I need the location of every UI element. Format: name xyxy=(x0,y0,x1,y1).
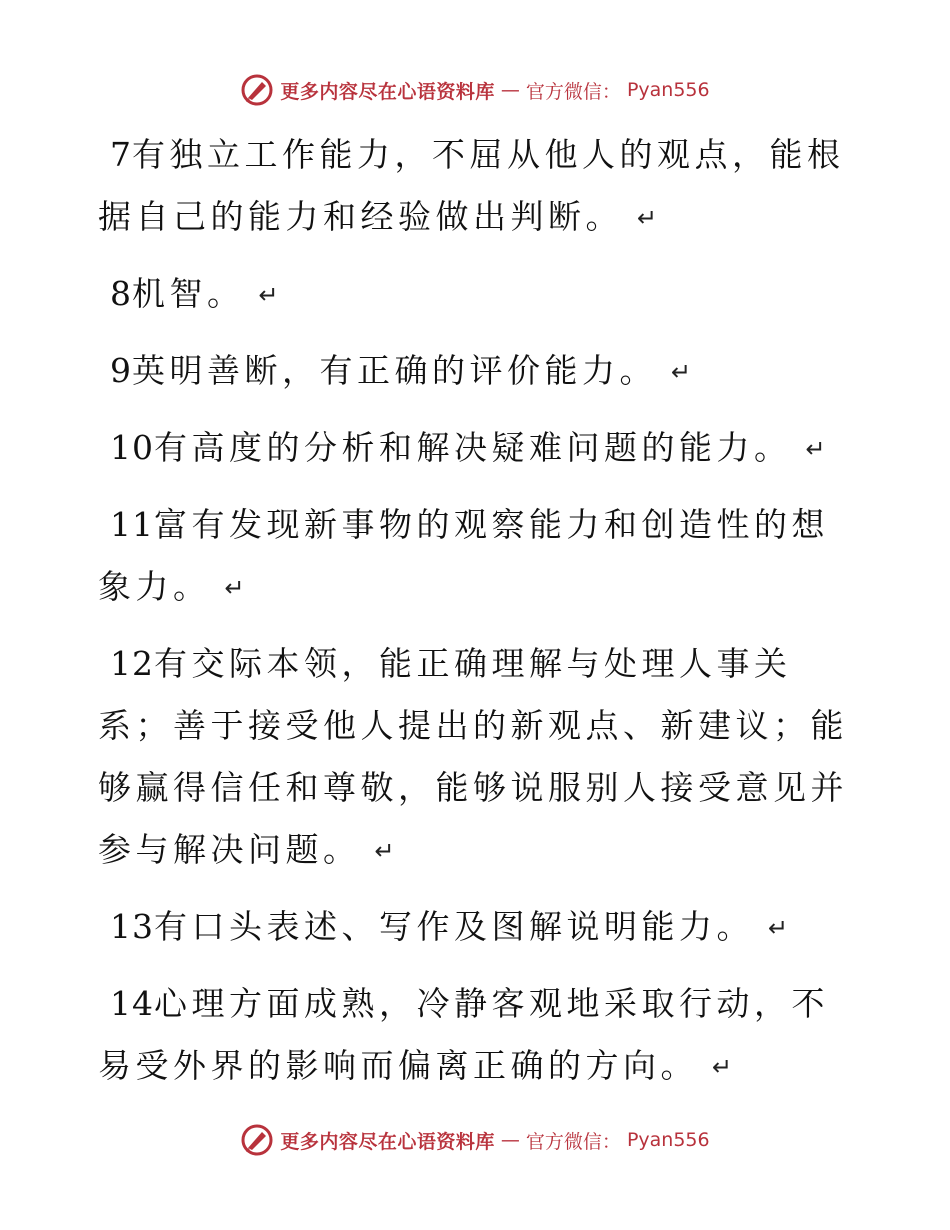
item-text: 有口头表述、写作及图解说明能力。 xyxy=(154,907,754,946)
footer-banner xyxy=(0,1124,950,1156)
list-item xyxy=(98,633,850,882)
list-item xyxy=(98,263,850,326)
list-item xyxy=(98,417,850,480)
item-number: 9 xyxy=(110,351,132,390)
item-number: 12 xyxy=(110,644,154,683)
item-text: 有独立工作能力，不屈从他人的观点，能根据自己的能力和经验做出判断。 xyxy=(98,135,845,236)
footer-wechat-label: 官方微信： xyxy=(525,1130,621,1153)
list-item xyxy=(98,973,850,1098)
item-number: 10 xyxy=(110,428,154,467)
item-number: 13 xyxy=(110,907,154,946)
item-text: 心理方面成熟，冷静客观地采取行动，不易受外界的影响而偏离正确的方向。 xyxy=(98,984,829,1085)
list-item xyxy=(98,340,850,403)
header-wechat-id: Pyan556 xyxy=(626,79,710,101)
paragraph-mark-icon: ↵ xyxy=(671,358,692,386)
pen-logo-icon xyxy=(240,74,274,106)
header-wechat-label: 官方微信： xyxy=(525,80,621,103)
footer-brand-text: 更多内容尽在心语资料库 xyxy=(280,1130,495,1153)
paragraph-mark-icon: ↵ xyxy=(224,574,245,602)
item-text: 英明善断，有正确的评价能力。 xyxy=(132,351,657,390)
item-number: 8 xyxy=(110,274,132,313)
paragraph-mark-icon: ↵ xyxy=(374,837,395,865)
pen-logo-icon xyxy=(240,1124,274,1156)
item-text: 富有发现新事物的观察能力和创造性的想象力。 xyxy=(98,505,829,606)
item-number: 14 xyxy=(110,984,154,1023)
paragraph-mark-icon: ↵ xyxy=(768,914,789,942)
header-brand-text: 更多内容尽在心语资料库 xyxy=(280,80,495,103)
paragraph-mark-icon: ↵ xyxy=(805,435,826,463)
item-number: 11 xyxy=(110,505,154,544)
header-banner xyxy=(0,74,950,106)
list-item xyxy=(98,124,850,249)
item-number: 7 xyxy=(110,135,132,174)
footer-wechat-id: Pyan556 xyxy=(626,1129,710,1151)
footer-separator: — xyxy=(500,1129,520,1151)
list-item xyxy=(98,896,850,959)
paragraph-mark-icon: ↵ xyxy=(637,204,658,232)
list-item xyxy=(98,494,850,619)
item-text: 有高度的分析和解决疑难问题的能力。 xyxy=(154,428,792,467)
item-text: 机智。 xyxy=(132,274,245,313)
header-separator: — xyxy=(500,79,520,101)
paragraph-mark-icon: ↵ xyxy=(258,281,279,309)
paragraph-mark-icon: ↵ xyxy=(712,1053,733,1081)
document-body xyxy=(98,124,850,1112)
item-text: 有交际本领，能正确理解与处理人事关系；善于接受他人提出的新观点、新建议；能够赢得信任和尊敬，能够说服别人接受意见并参与解决问题。 xyxy=(98,644,848,869)
